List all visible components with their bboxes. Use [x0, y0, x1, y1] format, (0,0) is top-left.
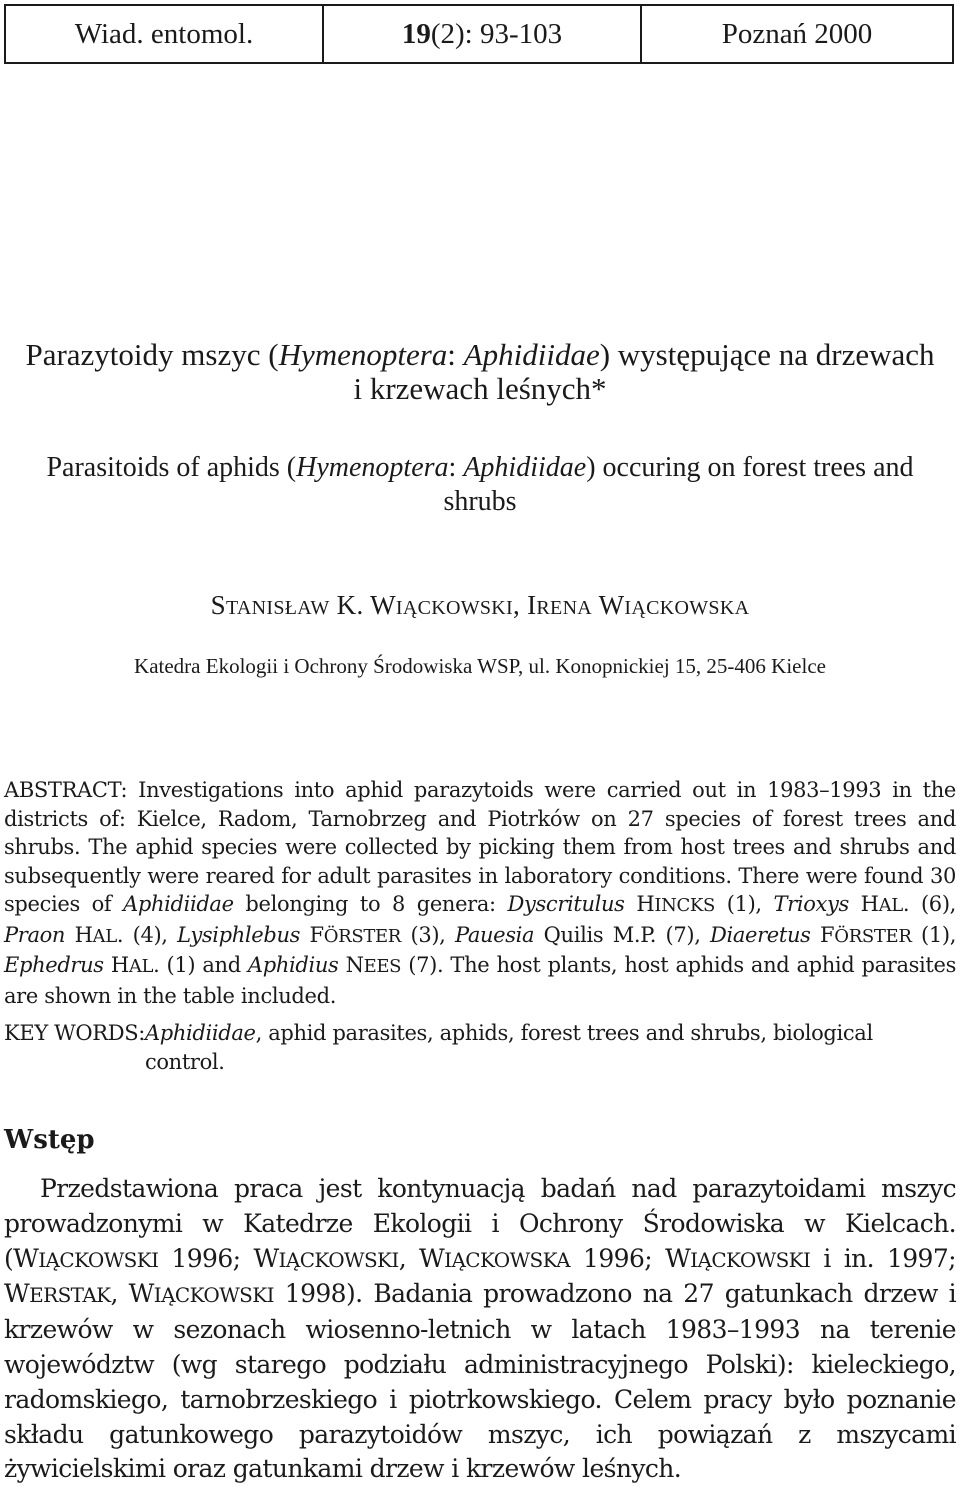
journal-place-year: Poznań 2000: [721, 17, 873, 50]
keywords-list: Aphidiidae, aphid parasites, aphids, forest trees and shrubs, biological control.: [144, 1021, 873, 1074]
journal-issue-pages: (2): 93-103: [430, 17, 563, 50]
intro-paragraph: Przedstawiona praca jest kontynuacją badań nad parazytoidami mszyc prowadzonymi w Katedrze Ekologii i Ochrony Środowiska w Kielcach. (WIĄCKOWSKI 1996; WIĄCKOWSKI, WIĄCKOWSKA 1996; WIĄCKOWSKI i in. 1997; WERSTAK, WIĄCKOWSKI 1998). Badania prowadzono na 27 gatunkach drzew i krzewów w sezonach wiosenno-letnich w latach 1983–1993 na terenie województw (wg starego podziału administracyjnego Polski): kieleckiego, radomskiego, tarnobrzeskiego i piotrkowskiego. Celem pracy było poznanie składu gatunkowego parazytoidów mszyc, ich powiązań z mszycami żywicielskimi oraz gatunkami drzew i krzewów leśnych.: [4, 1174, 957, 1484]
title-polish: Parazytoidy mszyc (Hymenoptera: Aphidiidae) występujące na drzewach i krzewach leśnych*: [25, 337, 935, 406]
section-heading-intro: Wstęp: [4, 1125, 95, 1155]
keywords: [4, 1019, 956, 1077]
journal-volume: 19: [401, 17, 431, 50]
abstract: ABSTRACT: Investigations into aphid parazytoids were carried out in 1983–1993 in the districts of: Kielce, Radom, Tarnobrzeg and Piotrków on 27 species of forest trees and shrubs. The aphid species were collected by picking them from host trees and shrubs and subsequently were reared for adult parasites in laboratory conditions. There were found 30 species of Aphidiidae belonging to 8 genera: Dyscritulus HINCKS (1), Trioxys HAL. (6), Praon HAL. (4), Lysiphlebus FÖRSTER (3), Pauesia Quilis M.P. (7), Diaeretus FÖRSTER (1), Ephedrus HAL. (1) and Aphidius NEES (7). The host plants, host aphids and aphid parasites are shown in the table included.: [4, 778, 957, 1008]
keywords-label: KEY WORDS:: [4, 1021, 145, 1045]
journal-name: Wiad. entomol.: [6, 6, 324, 62]
journal-header: [4, 4, 954, 64]
authors: STANISŁAW K. WIĄCKOWSKI, IRENA WIĄCKOWSKA: [210, 590, 750, 620]
affiliation: Katedra Ekologii i Ochrony Środowiska WSP, ul. Konopnickiej 15, 25-406 Kielce: [134, 654, 826, 678]
title-english: Parasitoids of aphids (Hymenoptera: Aphidiidae) occuring on forest trees and shrubs: [46, 452, 914, 517]
journal-issue: [324, 6, 642, 62]
